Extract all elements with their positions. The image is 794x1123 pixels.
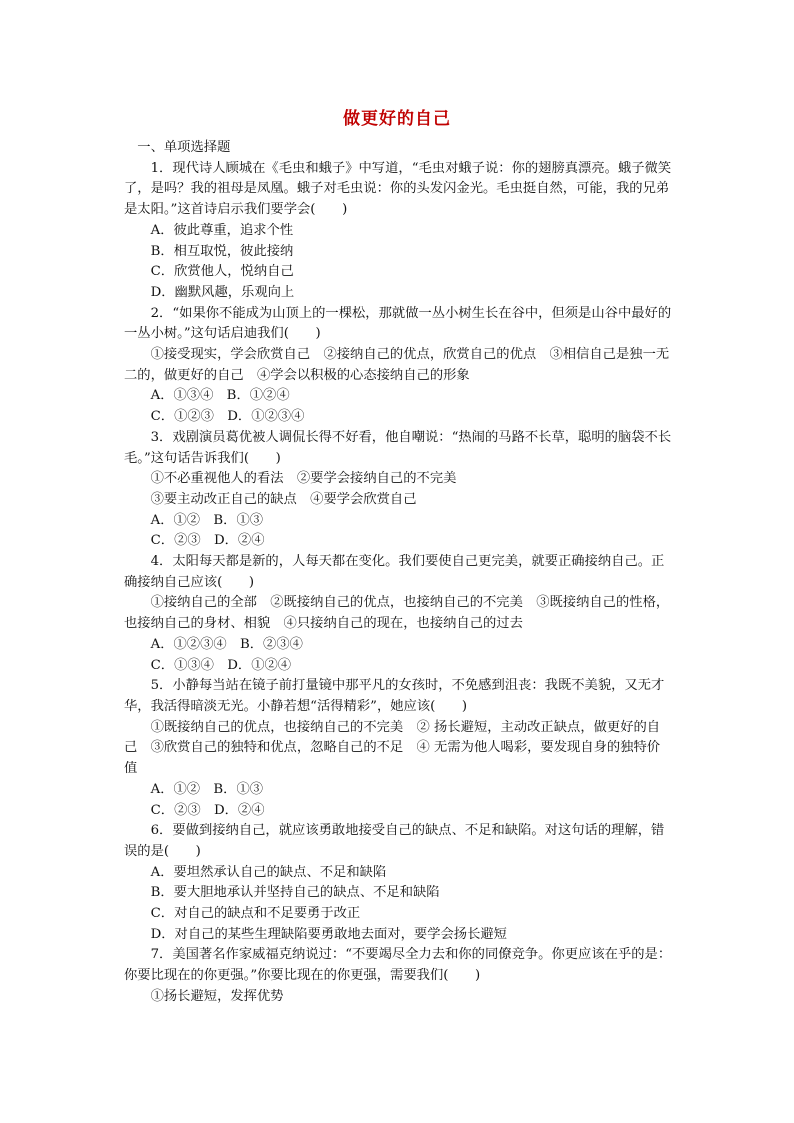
question-6-option-c: C．对自己的缺点和不足要勇于改正	[150, 906, 361, 922]
question-5-options-ab: A．①② B．①③	[150, 781, 264, 797]
question-6-option-a: A．要坦然承认自己的缺点、不足和缺陷	[150, 864, 387, 880]
question-2-stem: 2．“如果你不能成为山顶上的一棵松，那就做一丛小树生长在谷中，但须是山谷中最好的一丛小树。”这句话启迪我们( )	[124, 305, 672, 342]
question-4-stem: 4．太阳每天都是新的，人每天都在变化。我们要使自己更完美，就要正确接纳自己。正确接纳自己应该( )	[124, 554, 665, 590]
question-2-statements: ①接受现实，学会欣赏自己 ②接纳自己的优点，欣赏自己的优点 ③相信自己是独一无二的，做更好的自己 ④学会以积极的心态接纳自己的形象	[124, 347, 670, 383]
question-3-options-cd: C．②③ D．②④	[150, 533, 265, 549]
question-3-statements-2: ③要主动改正自己的缺点 ④要学会欣赏自己	[150, 491, 417, 507]
question-1-option-c: C．欣赏他人，悦纳自己	[150, 264, 294, 280]
question-6-stem: 6．要做到接纳自己，就应该勇敢地接受自己的缺点、不足和缺陷。对这句话的理解，错误的是( )	[124, 823, 665, 859]
question-6-option-b: B．要大胆地承认并坚持自己的缺点、不足和缺陷	[150, 885, 440, 901]
question-2-options-ab: A．①③④ B．①②④	[150, 388, 290, 404]
question-1-option-b: B．相互取悦，彼此接纳	[150, 243, 294, 259]
question-5-options-cd: C．②③ D．②④	[150, 802, 265, 818]
question-3-options-ab: A．①② B．①③	[150, 512, 264, 528]
question-6-option-d: D．对自己的某些生理缺陷要勇敢地去面对，要学会扬长避短	[150, 926, 507, 942]
question-5-stem: 5．小静每当站在镜子前打量镜中那平凡的女孩时，不免感到沮丧：我既不美貌，又无才华，我活得暗淡无光。小静若想“活得精彩”，她应该( )	[124, 678, 665, 714]
question-4-options-cd: C．①③④ D．①②④	[150, 657, 292, 673]
question-7-statement-1: ①扬长避短，发挥优势	[150, 988, 284, 1004]
question-5-statements: ①既接纳自己的优点，也接纳自己的不完美 ② 扬长避短，主动改正缺点，做更好的自己 ③欣赏自己的独特和优点，忽略自己的不足 ④ 无需为他人喝彩，要发现自身的独特价值	[124, 719, 661, 777]
question-1-option-d: D．幽默风趣，乐观向上	[150, 284, 295, 300]
document-body	[124, 138, 672, 1008]
question-1-stem: 1．现代诗人顾城在《毛虫和蛾子》中写道，“毛虫对蛾子说：你的翅膀真漂亮。蛾子微笑了，是吗？我的祖母是凤凰。蛾子对毛虫说：你的头发闪金光。毛虫挺自然，可能，我的兄弟是太阳。”这首诗启示我们要学会( )	[124, 160, 672, 218]
question-1-option-a: A．彼此尊重，追求个性	[150, 222, 294, 238]
question-3-statements-1: ①不必重视他人的看法 ②要学会接纳自己的不完美	[150, 471, 457, 487]
section-heading: 一、单项选择题	[137, 140, 231, 155]
question-2-options-cd: C．①②③ D．①②③④	[150, 409, 305, 425]
question-4-options-ab: A．①②③④ B．②③④	[150, 636, 303, 652]
question-7-stem: 7．美国著名作家威福克纳说过：“不要竭尽全力去和你的同僚竞争。你更应该在乎的是：你要比现在的你更强。”你要比现在的你更强，需要我们( )	[124, 947, 672, 984]
question-4-statements: ①接纳自己的全部 ②既接纳自己的优点，也接纳自己的不完美 ③既接纳自己的性格，也接纳自己的身材、相貌 ④只接纳自己的现在，也接纳自己的过去	[124, 595, 670, 632]
question-3-stem: 3．戏剧演员葛优被人调侃长得不好看，他自嘲说：“热闹的马路不长草，聪明的脑袋不长毛。”这句话告诉我们( )	[124, 429, 672, 466]
page-title: 做更好的自己	[343, 109, 451, 129]
